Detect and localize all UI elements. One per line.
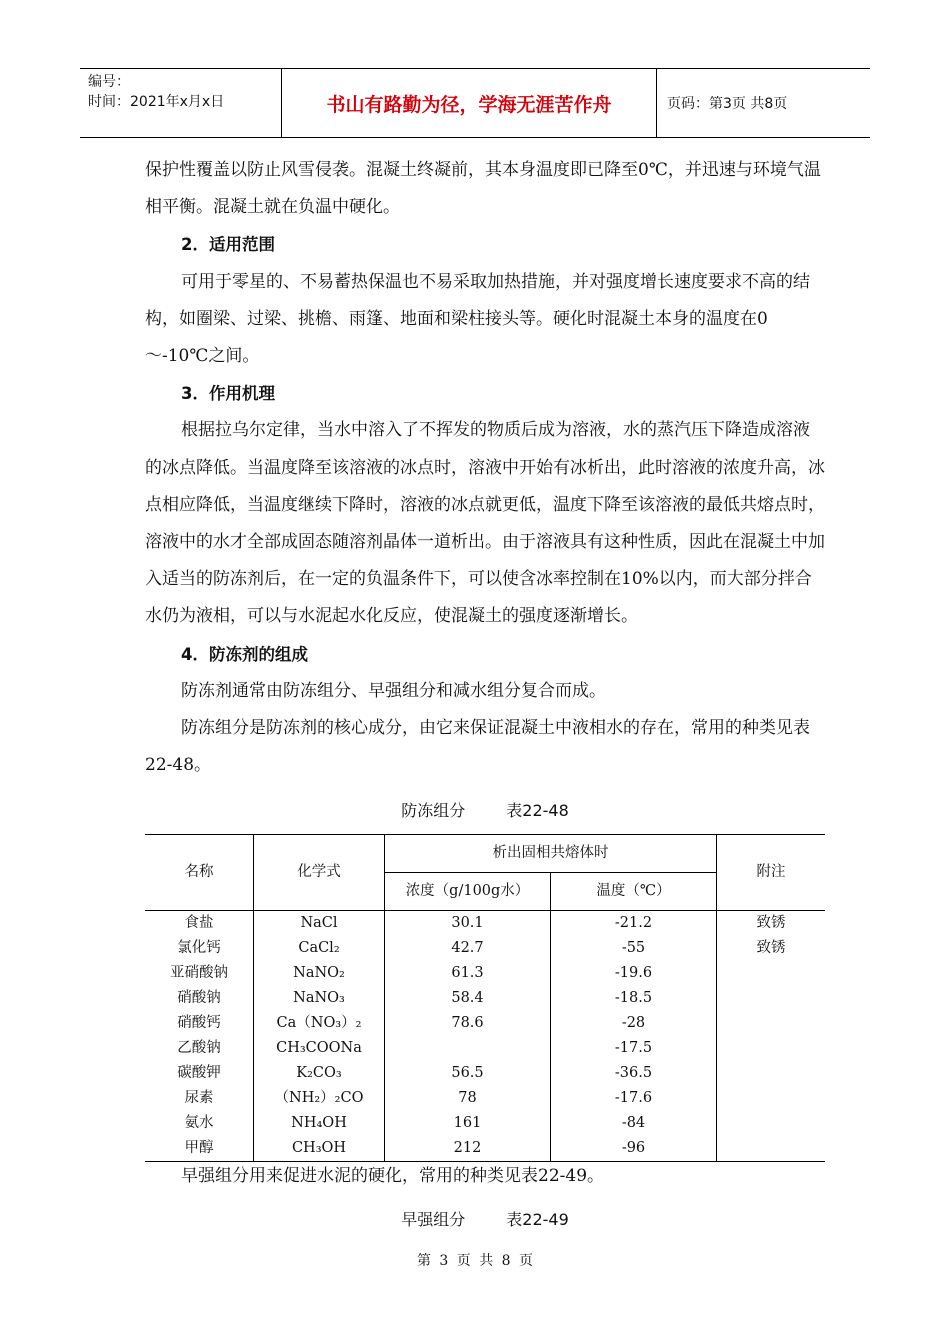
doc-number-label: 编号：: [88, 74, 130, 90]
cell-concentration: 56.5: [385, 1061, 551, 1086]
cell-temperature: -17.6: [551, 1086, 717, 1111]
cell-note: [717, 961, 826, 986]
cell-name: 亚硝酸钠: [145, 961, 254, 986]
table-title: [145, 1201, 825, 1238]
cell-formula: CaCl₂: [254, 936, 385, 961]
cell-name: 碳酸钾: [145, 1061, 254, 1086]
cell-name: 氨水: [145, 1111, 254, 1136]
cell-name: 乙酸钠: [145, 1036, 254, 1061]
cell-temperature: -84: [551, 1111, 717, 1136]
paragraph: 早强组分用来促进水泥的硬化，常用的种类见表22-49。: [181, 1166, 605, 1187]
table-body: [145, 911, 825, 1162]
paragraph: 防冻组分是防冻剂的核心成分，由它来保证混凝土中液相水的存在，常用的种类见表22-48。: [145, 718, 810, 776]
table-title-text: 防冻组分: [401, 801, 466, 821]
paragraph: 保护性覆盖以防止风雪侵袭。混凝土终凝前，其本身温度即已降至0℃，并迅速与环境气温相平衡。混凝土就在负温中硬化。: [145, 160, 821, 218]
cell-formula: （NH₂）₂CO: [254, 1086, 385, 1111]
cell-formula: CH₃OH: [254, 1136, 385, 1162]
cell-concentration: 161: [385, 1111, 551, 1136]
cell-note: [717, 1061, 826, 1086]
cell-note: [717, 1086, 826, 1111]
cell-note: [717, 1111, 826, 1136]
cell-temperature: -17.5: [551, 1036, 717, 1061]
table-row: [145, 1061, 825, 1086]
cell-formula: NaCl: [254, 911, 385, 937]
cell-concentration: 58.4: [385, 986, 551, 1011]
cell-note: [717, 1011, 826, 1036]
cell-concentration: 78.6: [385, 1011, 551, 1036]
table-number: 表22-49: [506, 1210, 569, 1230]
cell-concentration: 30.1: [385, 911, 551, 937]
cell-note: [717, 986, 826, 1011]
cell-temperature: -21.2: [551, 911, 717, 937]
col-header-concentration: 浓度（g/100g水）: [385, 872, 551, 910]
cell-formula: K₂CO₃: [254, 1061, 385, 1086]
cell-formula: NH₄OH: [254, 1111, 385, 1136]
table-row: [145, 961, 825, 986]
table-row: [145, 1036, 825, 1061]
cell-concentration: 42.7: [385, 936, 551, 961]
cell-concentration: 212: [385, 1136, 551, 1162]
page-header: [80, 68, 870, 138]
paragraph: 根据拉乌尔定律，当水中溶入了不挥发的物质后成为溶液，水的蒸汽压下降造成溶液的冰点降低。当温度降至该溶液的冰点时，溶液中开始有冰析出，此时溶液的浓度升高，冰点相应降低，当温度继续下降时，溶液的冰点就更低，温度下降至该溶液的最低共熔点时，溶液中的水才全部成固态随溶剂晶体一道析出。由于溶液具有这种性质，因此在混凝土中加入适当的防冻剂后，在一定的负温条件下，可以使含冰率控制在10%以内，而大部分拌合水仍为液相，可以与水泥起水化反应，使混凝土的强度逐渐增长。: [145, 420, 825, 627]
table-row: [145, 936, 825, 961]
col-header-temperature: 温度（℃）: [551, 872, 717, 910]
table-row: [145, 911, 825, 937]
table-number: 表22-48: [506, 801, 569, 821]
col-header-note: 附注: [717, 834, 826, 910]
section-heading: 4．防冻剂的组成: [181, 644, 308, 664]
cell-concentration: 78: [385, 1086, 551, 1111]
col-header-group: 析出固相共熔体时: [385, 834, 717, 872]
table-row: [145, 1086, 825, 1111]
cell-note: [717, 1036, 826, 1061]
antifreeze-components-table: [145, 834, 825, 1162]
section-heading: 2．适用范围: [181, 235, 275, 255]
paragraph: 可用于零星的、不易蓄热保温也不易采取加热措施，并对强度增长速度要求不高的结构，如圈梁、过梁、挑檐、雨篷、地面和梁柱接头等。硬化时混凝土本身的温度在0～-10℃之间。: [145, 271, 810, 367]
cell-concentration: 61.3: [385, 961, 551, 986]
cell-name: 硝酸钙: [145, 1011, 254, 1036]
table-title: [145, 792, 825, 829]
header-page-label: 页码：第3页 共8页: [667, 96, 788, 112]
cell-note: 致锈: [756, 940, 786, 957]
document-body: [145, 152, 825, 1238]
cell-formula: Ca（NO₃）₂: [254, 1011, 385, 1036]
cell-name: 食盐: [145, 911, 254, 937]
table-row: [145, 1111, 825, 1136]
cell-note: 致锈: [756, 915, 786, 932]
table-row: [145, 1011, 825, 1036]
page-footer: 第 3 页 共 8 页: [416, 1253, 534, 1269]
cell-temperature: -19.6: [551, 961, 717, 986]
cell-name: 甲醇: [145, 1136, 254, 1162]
section-heading: 3．作用机理: [181, 384, 275, 404]
cell-temperature: -55: [551, 936, 717, 961]
header-meta: [80, 69, 282, 137]
doc-time-label: 时间：2021年x月x日: [88, 94, 225, 110]
cell-formula: CH₃COONa: [254, 1036, 385, 1061]
paragraph: 防冻剂通常由防冻组分、早强组分和减水组分复合而成。: [181, 680, 606, 701]
cell-name: 硝酸钠: [145, 986, 254, 1011]
cell-temperature: -28: [551, 1011, 717, 1036]
cell-concentration: [385, 1036, 551, 1061]
cell-temperature: -96: [551, 1136, 717, 1162]
table-title-text: 早强组分: [401, 1210, 466, 1230]
cell-formula: NaNO₂: [254, 961, 385, 986]
cell-name: 尿素: [145, 1086, 254, 1111]
header-motto: 书山有路勤为径，学海无涯苦作舟: [282, 69, 657, 137]
cell-temperature: -18.5: [551, 986, 717, 1011]
col-header-formula: 化学式: [254, 834, 385, 910]
cell-temperature: -36.5: [551, 1061, 717, 1086]
cell-formula: NaNO₃: [254, 986, 385, 1011]
cell-name: 氯化钙: [145, 936, 254, 961]
col-header-name: 名称: [145, 834, 254, 910]
table-row: [145, 986, 825, 1011]
